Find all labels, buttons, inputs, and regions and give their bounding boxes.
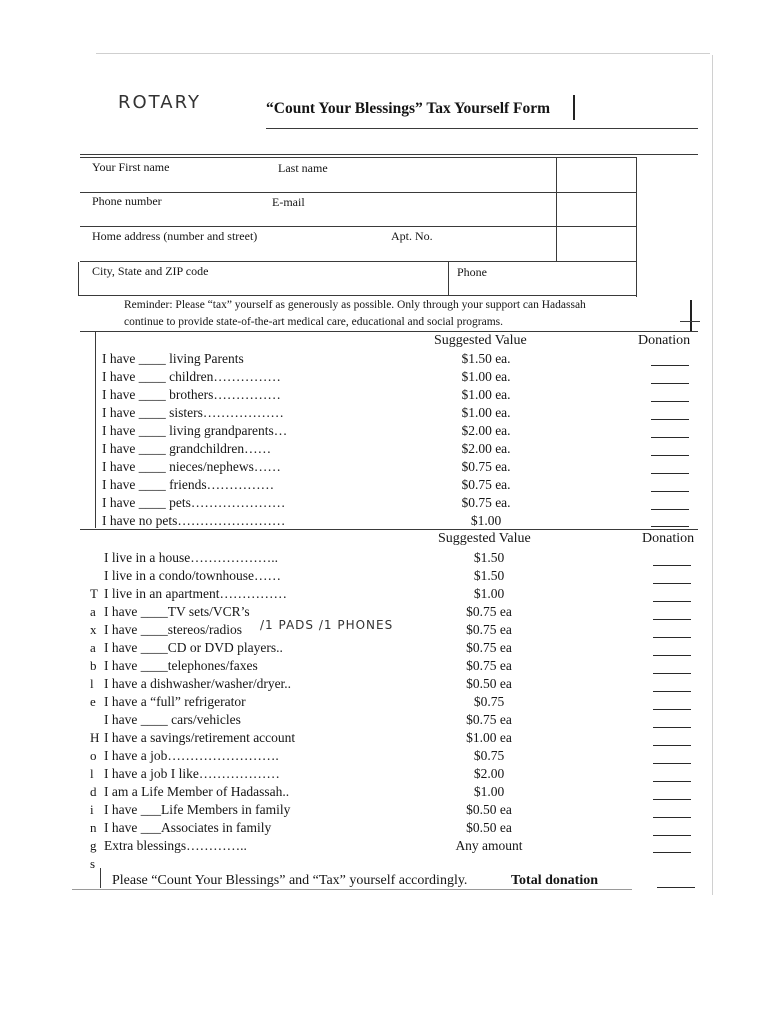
s1-value-pets: $0.75 ea. (461, 495, 511, 510)
s1-donation-blank-8[interactable] (651, 491, 689, 492)
s1-value-no-pets: $1.00 (470, 513, 502, 528)
margin-letter: H (90, 730, 100, 745)
contact-box-bottom (78, 295, 636, 296)
handwritten-pads-phones-note: /1 PADS /1 PHONES (260, 618, 394, 632)
s1-value-living-parents: $1.50 ea. (461, 351, 511, 366)
s2-value-job-i-like: $2.00 (473, 766, 505, 781)
s2-value-dishwasher: $0.50 ea (466, 676, 512, 691)
s2-value-life-member: $1.00 (473, 784, 505, 799)
s2-row-associates-family: I have ___Associates in family (104, 820, 272, 835)
s1-donation-blank-6[interactable] (651, 455, 689, 456)
s2-row-cars: I have ____ cars/vehicles (104, 712, 241, 727)
s1-value-sisters: $1.00 ea. (461, 405, 511, 420)
s1-row-nieces-nephews: I have ____ nieces/nephews…… (102, 459, 281, 474)
margin-letter: l (90, 676, 94, 691)
margin-letter: i (90, 802, 94, 817)
s1-donation-blank-5[interactable] (651, 437, 689, 438)
s1-value-friends: $0.75 ea. (461, 477, 511, 492)
right-margin-mark (690, 300, 692, 332)
contact-box-top-2 (80, 157, 636, 158)
handwritten-rotary-label: ROTARY (118, 92, 201, 113)
s2-value-cars: $0.75 ea (466, 712, 512, 727)
s2-donation-blank-14[interactable] (653, 799, 691, 800)
s2-value-life-members-family: $0.50 ea (466, 802, 512, 817)
s2-row-job-i-like: I have a job I like……………… (104, 766, 280, 781)
s1-value-brothers: $1.00 ea. (461, 387, 511, 402)
s2-donation-blank-5[interactable] (653, 637, 691, 638)
margin-letter: a (90, 640, 96, 655)
city-state-zip-label: City, State and ZIP code (92, 264, 209, 278)
phone-row-bottom (80, 226, 636, 227)
s1-donation-blank-4[interactable] (651, 419, 689, 420)
form-title: “Count Your Blessings” Tax Yourself Form (266, 100, 551, 117)
s2-value-apartment: $1.00 (473, 586, 505, 601)
s1-row-children: I have ____ children…………… (102, 369, 281, 384)
s2-donation-blank-11[interactable] (653, 745, 691, 746)
s2-donation-blank-16[interactable] (653, 835, 691, 836)
total-donation-label: Total donation (511, 873, 599, 888)
s1-donation-blank-7[interactable] (651, 473, 689, 474)
margin-letter: g (90, 838, 97, 853)
address-row-bottom (80, 261, 636, 262)
title-underline (266, 128, 698, 129)
s2-value-condo: $1.50 (473, 568, 505, 583)
section2-suggested-value-header: Suggested Value (438, 531, 531, 546)
s1-value-grandchildren: $2.00 ea. (461, 441, 511, 456)
s2-donation-blank-17[interactable] (653, 852, 691, 853)
s1-donation-blank-10[interactable] (651, 526, 689, 527)
reminder-line-1: Reminder: Please “tax” yourself as generously as possible. Only through your support can Hadassah (124, 299, 586, 311)
s2-donation-blank-13[interactable] (653, 781, 691, 782)
phone-number-label: Phone number (92, 194, 162, 208)
s2-row-refrigerator: I have a “full” refrigerator (104, 694, 246, 709)
margin-letter: o (90, 748, 97, 763)
section2-top-rule (80, 529, 698, 530)
s2-value-tv-sets: $0.75 ea (466, 604, 512, 619)
margin-letter: b (90, 658, 97, 673)
s2-donation-blank-3[interactable] (653, 601, 691, 602)
s1-donation-blank-9[interactable] (651, 509, 689, 510)
s1-row-no-pets: I have no pets…………………… (102, 513, 286, 528)
s2-value-refrigerator: $0.75 (473, 694, 505, 709)
page-right-edge (712, 55, 713, 895)
s2-value-job: $0.75 (473, 748, 505, 763)
s2-row-tv-sets: I have ____TV sets/VCR’s (104, 604, 250, 619)
s2-row-condo: I live in a condo/townhouse…… (104, 568, 281, 583)
s2-donation-blank-7[interactable] (653, 673, 691, 674)
reminder-line-2: continue to provide state-of-the-art medical care, educational and social programs. (124, 316, 504, 328)
s2-row-cd-dvd: I have ____CD or DVD players.. (104, 640, 283, 655)
last-name-label: Last name (278, 161, 328, 175)
s1-value-children: $1.00 ea. (461, 369, 511, 384)
s1-row-grandchildren: I have ____ grandchildren…… (102, 441, 272, 456)
s2-value-extra-blessings: Any amount (455, 838, 523, 853)
s1-row-sisters: I have ____ sisters……………… (102, 405, 284, 420)
s1-value-grandparents: $2.00 ea. (461, 423, 511, 438)
s2-row-stereos: I have ____stereos/radios (104, 622, 242, 637)
name-row-bottom (80, 192, 636, 193)
city-phone-divider (448, 261, 449, 295)
s2-donation-blank-1[interactable] (653, 565, 691, 566)
first-name-label: Your First name (92, 160, 170, 174)
total-donation-blank[interactable] (657, 887, 695, 888)
apt-no-label: Apt. No. (391, 229, 433, 243)
section1-left-rule (95, 332, 96, 528)
s2-value-savings: $1.00 ea (466, 730, 512, 745)
s2-value-cd-dvd: $0.75 ea (466, 640, 512, 655)
margin-letter: T (90, 586, 98, 601)
s2-donation-blank-2[interactable] (653, 583, 691, 584)
s1-row-brothers: I have ____ brothers…………… (102, 387, 281, 402)
email-label: E-mail (272, 195, 305, 209)
contact-box-right (636, 157, 637, 297)
s1-donation-blank-1[interactable] (651, 365, 689, 366)
s1-row-grandparents: I have ____ living grandparents… (102, 423, 288, 438)
s2-donation-blank-8[interactable] (653, 691, 691, 692)
s2-donation-blank-9[interactable] (653, 709, 691, 710)
s2-row-telephones: I have ____telephones/faxes (104, 658, 258, 673)
section2-donation-header: Donation (642, 531, 695, 546)
s2-row-life-members-family: I have ___Life Members in family (104, 802, 291, 817)
s2-donation-blank-10[interactable] (653, 727, 691, 728)
section1-suggested-value-header: Suggested Value (434, 333, 527, 348)
s2-row-house: I live in a house……………….. (104, 550, 278, 565)
s2-donation-blank-12[interactable] (653, 763, 691, 764)
s2-donation-blank-6[interactable] (653, 655, 691, 656)
s1-donation-blank-2[interactable] (651, 383, 689, 384)
s1-row-living-parents: I have ____ living Parents (102, 351, 244, 366)
home-address-label: Home address (number and street) (92, 229, 258, 243)
s2-value-house: $1.50 (473, 550, 505, 565)
margin-letter: n (90, 820, 97, 835)
s2-value-stereos: $0.75 ea (466, 622, 512, 637)
page-top-edge (96, 53, 710, 54)
name-field-divider (556, 157, 557, 261)
s2-value-associates-family: $0.50 ea (466, 820, 512, 835)
s2-row-extra-blessings: Extra blessings………….. (104, 838, 247, 853)
margin-letter: d (90, 784, 97, 799)
s1-row-pets: I have ____ pets………………… (102, 495, 286, 510)
title-cursor-mark (573, 95, 575, 120)
s2-row-dishwasher: I have a dishwasher/washer/dryer.. (104, 676, 292, 691)
margin-letter: a (90, 604, 96, 619)
contact-box-left (78, 262, 79, 295)
s1-donation-blank-3[interactable] (651, 401, 689, 402)
s2-donation-blank-4[interactable] (653, 619, 691, 620)
s2-row-life-member: I am a Life Member of Hadassah.. (104, 784, 290, 799)
section1-donation-header: Donation (638, 333, 691, 348)
contact-box-top (80, 154, 698, 155)
section1-top-rule (80, 331, 698, 332)
margin-letter: e (90, 694, 96, 709)
section2-left-rule (100, 868, 101, 888)
right-margin-tick (680, 321, 700, 322)
s2-row-apartment: I live in an apartment…………… (104, 586, 287, 601)
margin-letter: l (90, 766, 94, 781)
s1-row-friends: I have ____ friends…………… (102, 477, 275, 492)
margin-letter: s (90, 856, 96, 871)
footer-bottom-rule (72, 889, 632, 890)
margin-letter: x (90, 622, 97, 637)
s2-value-telephones: $0.75 ea (466, 658, 512, 673)
s2-row-job: I have a job……………………. (104, 748, 279, 763)
s2-row-savings: I have a savings/retirement account (104, 730, 296, 745)
phone-label: Phone (457, 265, 487, 279)
footer-instruction: Please “Count Your Blessings” and “Tax” yourself accordingly. (112, 873, 468, 888)
s1-value-nieces-nephews: $0.75 ea. (461, 459, 511, 474)
s2-donation-blank-15[interactable] (653, 817, 691, 818)
